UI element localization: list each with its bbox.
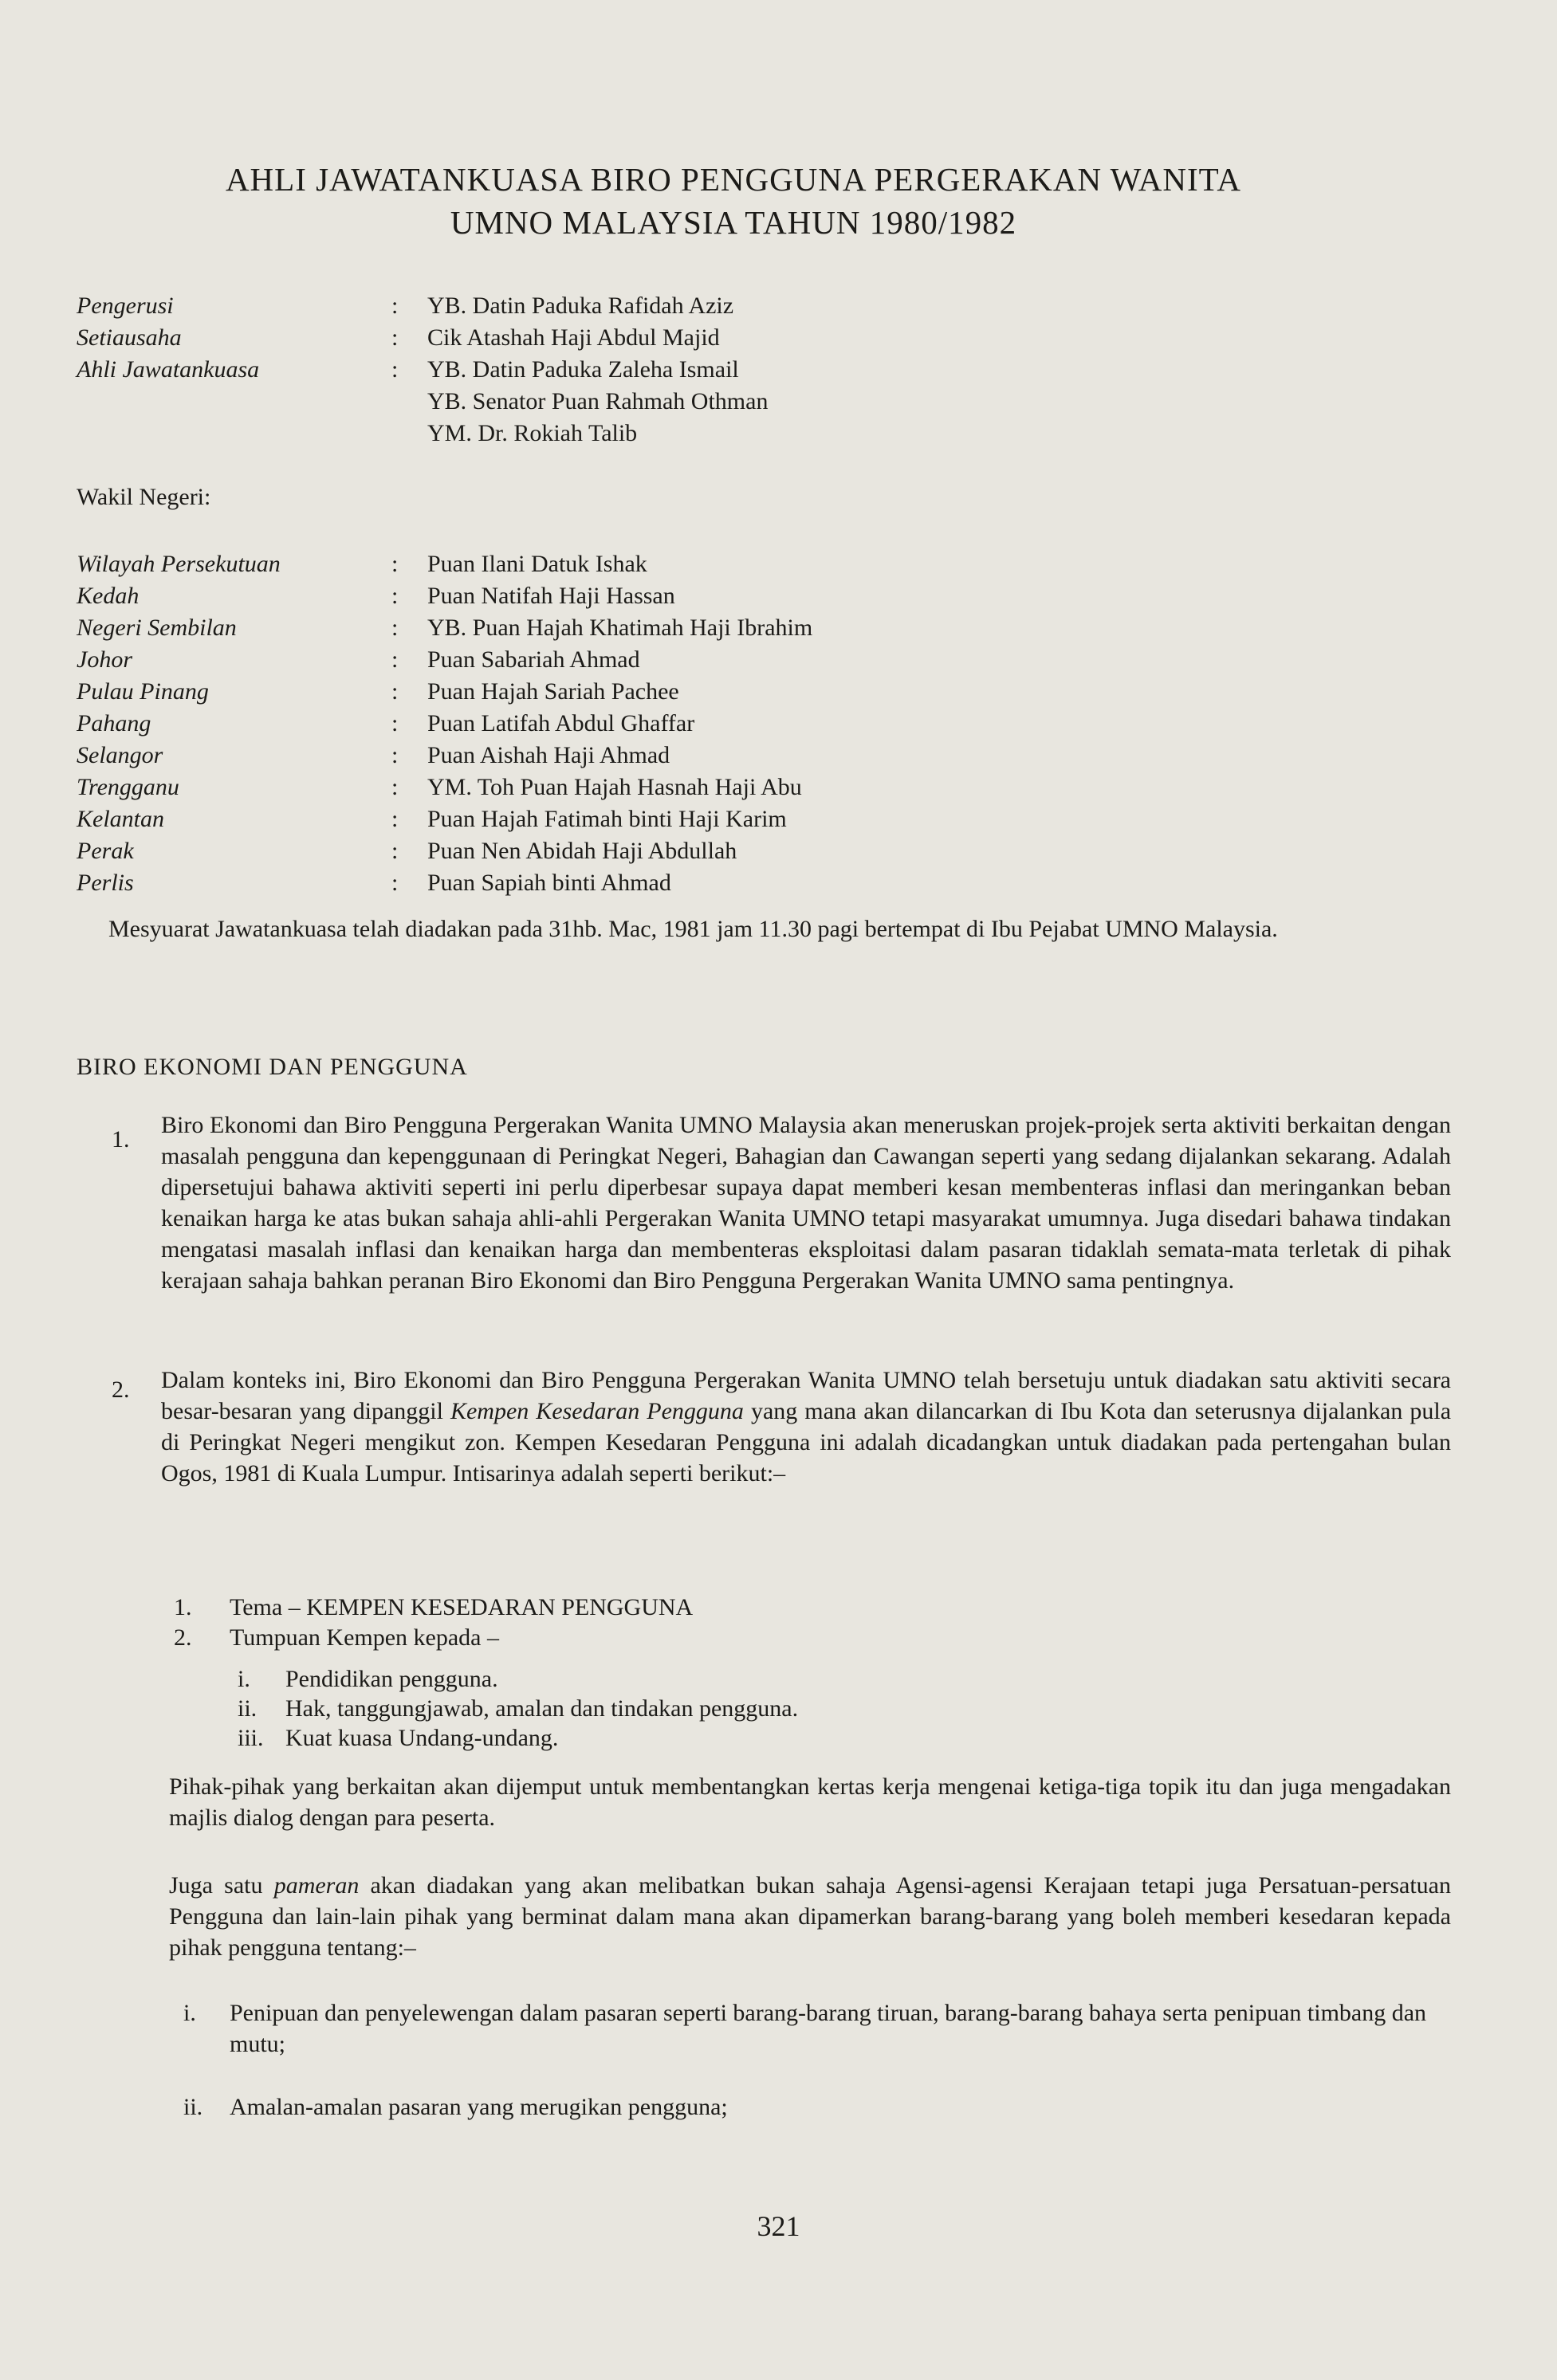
paragraph-4-part-a: Juga satu xyxy=(169,1872,263,1899)
member-name: YB. Datin Paduka Zaleha Ismail xyxy=(427,356,739,383)
list-number: i. xyxy=(238,1666,250,1692)
state-label: Kedah xyxy=(77,583,140,609)
paragraph-2-part-b: yang mana akan dilancarkan di Ibu Kota dan seterusnya dijalankan pula di Peringkat Negeri mengikut zon. Kempen Kesedaran Pengguna ini adalah dicadangkan untuk diadakan pada pertengahan bulan Ogos, 1981 di Kuala Lumpur. Intisarinya adalah seperti berikut:– xyxy=(161,1398,1452,1487)
list-text: Penipuan dan penyelewengan dalam pasaran seperti barang-barang tiruan, barang-barang bahaya serta penipuan timbang dan mutu; xyxy=(230,2000,1427,2057)
paragraph-2 xyxy=(161,1365,1451,1489)
member-name: YB. Puan Hajah Khatimah Haji Ibrahim xyxy=(427,615,813,641)
role-label: Pengerusi xyxy=(77,293,174,319)
wakil-negeri-label: Wakil Negeri: xyxy=(77,484,211,510)
list-text: Amalan-amalan pasaran yang merugikan pengguna; xyxy=(230,2094,728,2120)
list-number: 1. xyxy=(174,1594,192,1620)
member-name: Puan Aishah Haji Ahmad xyxy=(427,742,670,768)
campaign-list xyxy=(174,1593,1290,1653)
state-row: Trengganu : YM. Toh Puan Hajah Hasnah Haji Abu xyxy=(77,772,812,803)
list-text: Pendidikan pengguna. xyxy=(285,1666,498,1692)
list-text: Kuat kuasa Undang-undang. xyxy=(285,1725,559,1751)
meeting-paragraph: Mesyuarat Jawatankuasa telah diadakan pada 31hb. Mac, 1981 jam 11.30 pagi bertempat di Ibu Pejabat UMNO Malaysia. xyxy=(108,916,1278,942)
list-item xyxy=(174,1623,1290,1653)
list-item xyxy=(174,1593,1290,1623)
member-name: YB. Senator Puan Rahmah Othman xyxy=(427,388,769,414)
state-row: Negeri Sembilan : YB. Puan Hajah Khatimah Haji Ibrahim xyxy=(77,612,812,644)
state-label: Negeri Sembilan xyxy=(77,615,237,641)
committee-list xyxy=(77,290,768,450)
list-item xyxy=(183,2091,1451,2123)
page-title xyxy=(96,158,1371,244)
list-number: ii. xyxy=(238,1695,258,1722)
role-label xyxy=(77,418,391,450)
member-name: Puan Natifah Haji Hassan xyxy=(427,583,675,609)
list-number: 2. xyxy=(174,1624,192,1651)
committee-row xyxy=(77,418,768,450)
list-item xyxy=(238,1723,1354,1753)
state-label: Trengganu xyxy=(77,774,179,800)
state-row: Kedah : Puan Natifah Haji Hassan xyxy=(77,580,812,612)
state-row: Perak : Puan Nen Abidah Haji Abdullah xyxy=(77,835,812,867)
state-label: Wilayah Persekutuan xyxy=(77,551,281,577)
member-name: Puan Sabariah Ahmad xyxy=(427,646,640,673)
list-item xyxy=(238,1664,1354,1694)
state-label: Johor xyxy=(77,646,132,673)
list-number: i. xyxy=(183,2000,196,2026)
paragraph-number: 1. xyxy=(112,1126,130,1153)
paragraph-1: Biro Ekonomi dan Biro Pengguna Pergerakan Wanita UMNO Malaysia akan meneruskan projek-projek serta aktiviti berkaitan dengan masalah pengguna dan kepenggunaan di Peringkat Negeri, Bahagian dan Cawangan seperti yang sedang dijalankan sekarang. Adalah dipersetujui bahawa aktiviti seperti ini perlu diperbesar supaya dapat memberi kesan membenteras inflasi dan meringankan beban kenaikan harga ke atas bukan sahaja ahli-ahli Pergerakan Wanita UMNO tetapi masyarakat umumnya. Juga disedari bahawa tindakan mengatasi masalah inflasi dan kenaikan harga dan membenteras eksploitasi dalam pasaran tidaklah semata-mata terletak di pihak kerajaan sahaja bahkan peranan Biro Ekonomi dan Biro Pengguna Pergerakan Wanita UMNO sama pentingnya. xyxy=(161,1112,1451,1294)
member-name: Puan Sapiah binti Ahmad xyxy=(427,870,671,896)
page-number: 321 xyxy=(757,2210,800,2242)
committee-row: Setiausaha : Cik Atashah Haji Abdul Majid xyxy=(77,322,768,354)
state-row: Kelantan : Puan Hajah Fatimah binti Haji Karim xyxy=(77,803,812,835)
state-row: Pulau Pinang : Puan Hajah Sariah Pachee xyxy=(77,676,812,708)
paragraph-2-emphasis: Kempen Kesedaran Pengguna xyxy=(450,1398,744,1424)
list-item xyxy=(238,1694,1354,1723)
title-line-1: AHLI JAWATANKUASA BIRO PENGGUNA PERGERAKAN WANITA xyxy=(225,161,1242,198)
section-heading: BIRO EKONOMI DAN PENGGUNA xyxy=(77,1054,468,1080)
list-number: iii. xyxy=(238,1725,264,1751)
list-item xyxy=(183,1997,1451,2060)
state-label: Perlis xyxy=(77,870,134,896)
state-row: Pahang : Puan Latifah Abdul Ghaffar xyxy=(77,708,812,740)
state-row: Selangor : Puan Aishah Haji Ahmad xyxy=(77,740,812,772)
paragraph-number: 2. xyxy=(112,1377,130,1403)
campaign-sublist xyxy=(238,1664,1354,1753)
paragraph-3: Pihak-pihak yang berkaitan akan dijemput untuk membentangkan kertas kerja mengenai ketiga-tiga topik itu dan juga mengadakan majlis dialog dengan para peserta. xyxy=(169,1773,1451,1831)
member-name: Puan Nen Abidah Haji Abdullah xyxy=(427,838,737,864)
state-label: Perak xyxy=(77,838,134,864)
member-name: Puan Hajah Sariah Pachee xyxy=(427,678,679,705)
paragraph-4 xyxy=(169,1870,1451,1963)
list-text: Tumpuan Kempen kepada – xyxy=(230,1624,499,1651)
list-text: Hak, tanggungjawab, amalan dan tindakan pengguna. xyxy=(285,1695,799,1722)
committee-row: Ahli Jawatankuasa : YB. Datin Paduka Zaleha Ismail xyxy=(77,354,768,386)
state-label: Pahang xyxy=(77,710,151,736)
list-text: Tema – KEMPEN KESEDARAN PENGGUNA xyxy=(230,1594,694,1620)
exhibit-list xyxy=(183,1997,1451,2123)
member-name: YB. Datin Paduka Rafidah Aziz xyxy=(427,293,734,319)
member-name: YM. Toh Puan Hajah Hasnah Haji Abu xyxy=(427,774,802,800)
role-label: Setiausaha xyxy=(77,324,182,351)
committee-row xyxy=(77,386,768,418)
role-label xyxy=(77,386,391,418)
title-line-2: UMNO MALAYSIA TAHUN 1980/1982 xyxy=(450,204,1017,241)
member-name: Puan Latifah Abdul Ghaffar xyxy=(427,710,695,736)
committee-row: Pengerusi : YB. Datin Paduka Rafidah Aziz xyxy=(77,290,768,322)
role-label: Ahli Jawatankuasa xyxy=(77,356,260,383)
paragraph-4-emphasis: pameran xyxy=(273,1872,360,1899)
member-name: Cik Atashah Haji Abdul Majid xyxy=(427,324,720,351)
state-row: Wilayah Persekutuan : Puan Ilani Datuk Ishak xyxy=(77,548,812,580)
state-representatives xyxy=(77,548,812,899)
state-row: Johor : Puan Sabariah Ahmad xyxy=(77,644,812,676)
member-name: Puan Ilani Datuk Ishak xyxy=(427,551,647,577)
member-name: YM. Dr. Rokiah Talib xyxy=(427,420,638,446)
state-row: Perlis : Puan Sapiah binti Ahmad xyxy=(77,867,812,899)
list-number: ii. xyxy=(183,2094,203,2120)
paragraph-4-part-b: akan diadakan yang akan melibatkan bukan sahaja Agensi-agensi Kerajaan tetapi juga Persatuan-persatuan Pengguna dan lain-lain pihak yang berminat dalam mana akan dipamerkan barang-barang yang boleh memberi kesedaran kepada pihak pengguna tentang:– xyxy=(169,1872,1451,1961)
state-label: Pulau Pinang xyxy=(77,678,209,705)
paragraph-2-part-a: Dalam konteks ini, Biro Ekonomi dan Biro Pengguna Pergerakan Wanita UMNO telah bersetuju untuk diadakan satu aktiviti secara besar-besaran yang dipanggil xyxy=(161,1367,1451,1424)
state-label: Selangor xyxy=(77,742,163,768)
member-name: Puan Hajah Fatimah binti Haji Karim xyxy=(427,806,787,832)
state-label: Kelantan xyxy=(77,806,164,832)
